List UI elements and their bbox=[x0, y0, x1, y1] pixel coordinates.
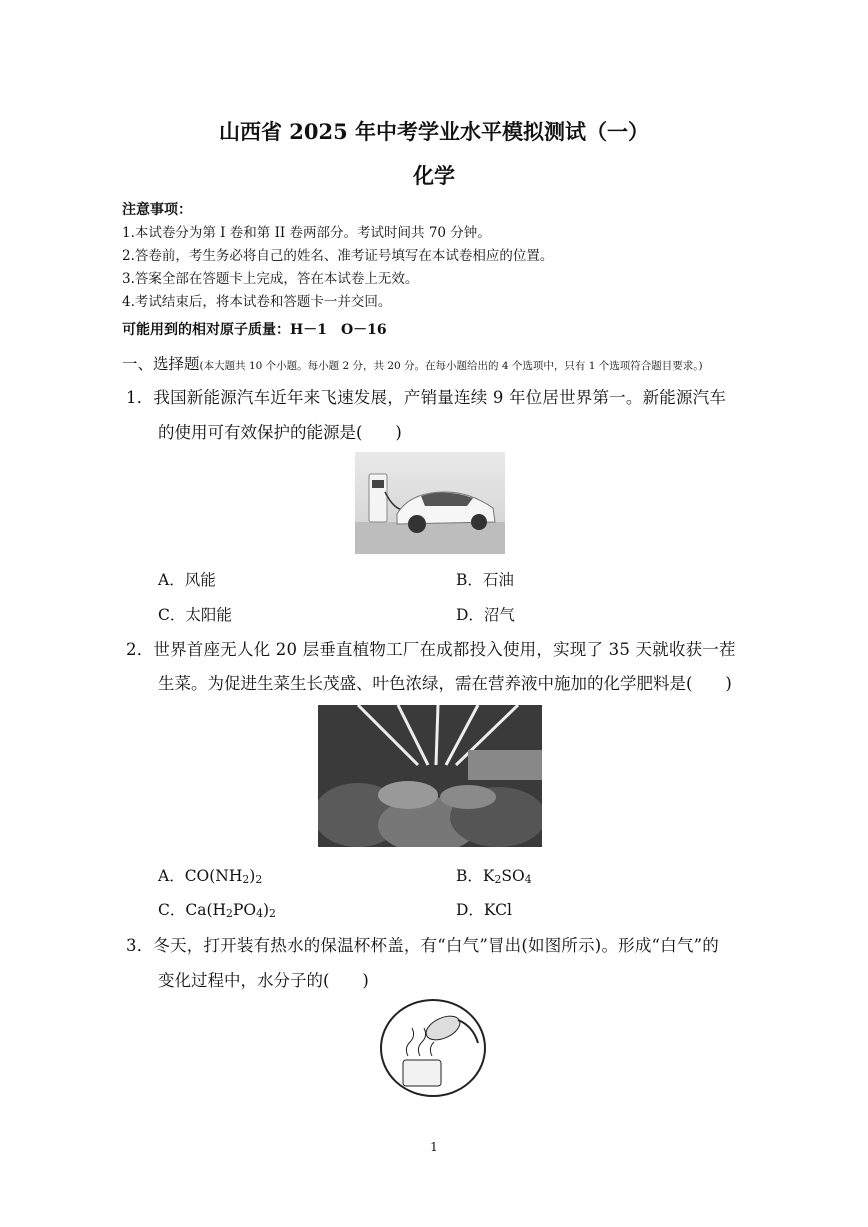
question-2-line2: 生菜。为促进生菜生长茂盛、叶色浓绿，需在营养液中施加的化学肥料是( ) bbox=[158, 674, 732, 693]
q1-option-b: B．石油 bbox=[456, 571, 514, 589]
ev-charging-photo bbox=[355, 452, 505, 554]
page-number: 1 bbox=[430, 1140, 438, 1154]
q2-option-b: B．$K_2SO_4$ bbox=[456, 867, 532, 886]
atomic-mass-line: 可能用到的相对原子质量：H－1 O－16 bbox=[122, 322, 387, 338]
question-1-line2: 的使用可有效保护的能源是( ) bbox=[158, 423, 402, 442]
q1-option-a: A．风能 bbox=[158, 571, 216, 589]
plant-factory-photo bbox=[318, 705, 542, 847]
note-item: 1.本试卷分为第 I 卷和第 II 卷两部分。考试时间共 70 分钟。 bbox=[122, 225, 491, 241]
thermos-steam-illustration bbox=[378, 998, 488, 1098]
q1-option-d: D．沼气 bbox=[456, 606, 515, 624]
note-item: 2.答卷前，考生务必将自己的姓名、准考证号填写在本试卷相应的位置。 bbox=[122, 248, 554, 264]
q1-option-c: C．太阳能 bbox=[158, 606, 232, 624]
note-item: 4.考试结束后，将本试卷和答题卡一并交回。 bbox=[122, 294, 392, 310]
section-header bbox=[122, 352, 703, 374]
question-1-line1: 1．我国新能源汽车近年来飞速发展，产销量连续 9 年位居世界第一。新能源汽车 bbox=[126, 388, 727, 407]
notes-heading: 注意事项： bbox=[122, 202, 192, 218]
q2-option-c: C．$Ca(H_2PO_4)_2$ bbox=[158, 901, 276, 920]
section-note: (本大题共 10 个小题。每小题 2 分，共 20 分。在每小题给出的 4 个选项中，只有 1 个选项符合题目要求。) bbox=[199, 360, 703, 372]
exam-title: 山西省 2025 年中考学业水平模拟测试（一） bbox=[218, 119, 650, 144]
note-item: 3.答案全部在答题卡上完成，答在本试卷上无效。 bbox=[122, 271, 419, 287]
q2-option-d: D．KCl bbox=[456, 901, 512, 919]
question-3-line2: 变化过程中，水分子的( ) bbox=[158, 971, 369, 990]
section-label: 一、选择题 bbox=[122, 355, 200, 373]
subject-title: 化学 bbox=[413, 163, 455, 188]
q2-option-a: A．$CO(NH_2)_2$ bbox=[158, 867, 263, 886]
question-2-line1: 2．世界首座无人化 20 层垂直植物工厂在成都投入使用，实现了 35 天就收获一茬 bbox=[126, 640, 736, 659]
question-3-line1: 3．冬天，打开装有热水的保温杯杯盖，有“白气”冒出(如图所示)。形成“白气”的 bbox=[126, 936, 719, 955]
